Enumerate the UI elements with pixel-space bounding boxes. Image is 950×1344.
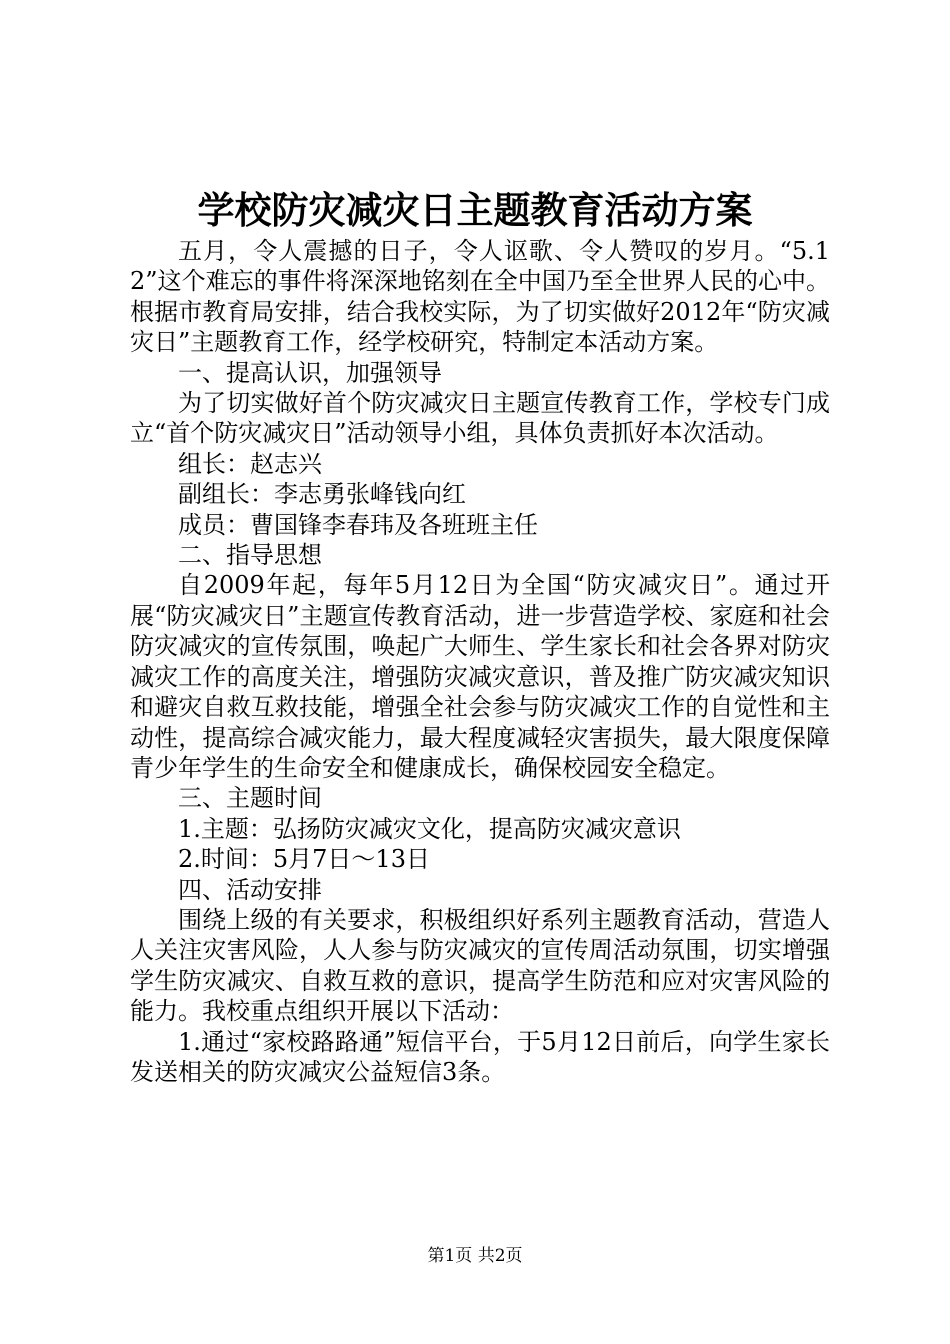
document-body <box>130 236 830 1087</box>
section-heading-3: 三、主题时间 <box>178 784 322 813</box>
time-line: 2.时间：5月7日～13日 <box>178 845 430 874</box>
page-number-footer: 第1页 共2页 <box>427 1246 523 1266</box>
section-heading-1: 一、提高认识，加强领导 <box>178 358 442 387</box>
members-line: 成员：曹国锋李春玮及各班班主任 <box>178 510 538 539</box>
deputy-leader-line: 副组长：李志勇张峰钱向红 <box>178 480 466 509</box>
group-leader-line: 组长：赵志兴 <box>178 449 322 478</box>
section-heading-4: 四、活动安排 <box>178 875 322 904</box>
activity-item-1: 1.通过“家校路路通”短信平台，于5月12日前后，向学生家长发送相关的防灾减灾公益短信3条。 <box>130 1027 830 1086</box>
section-2-paragraph: 自2009年起，每年5月12日为全国“防灾减灾日”。通过开展“防灾减灾日”主题宣传教育活动，进一步营造学校、家庭和社会防灾减灾的宣传氛围，唤起广大师生、学生家长和社会各界对防灾减灾工作的高度关注，增强防灾减灾意识，普及推广防灾减灾知识和避灾自救互救技能，增强全社会参与防灾减灾工作的自觉性和主动性，提高综合减灾能力，最大程度减轻灾害损失，最大限度保障青少年学生的生命安全和健康成长，确保校园安全稳定。 <box>130 571 830 782</box>
document-title: 学校防灾减灾日主题教育活动方案 <box>197 188 753 232</box>
section-4-paragraph: 围绕上级的有关要求，积极组织好系列主题教育活动，营造人人关注灾害风险，人人参与防灾减灾的宣传周活动氛围，切实增强学生防灾减灾、自救互救的意识，提高学生防范和应对灾害风险的能力。我校重点组织开展以下活动： <box>130 905 830 1026</box>
section-heading-2: 二、指导思想 <box>178 541 322 570</box>
intro-paragraph: 五月，令人震撼的日子，令人讴歌、令人赞叹的岁月。“5.12”这个难忘的事件将深深地铭刻在全中国乃至全世界人民的心中。根据市教育局安排，结合我校实际，为了切实做好2012年“防灾减灾日”主题教育工作，经学校研究，特制定本活动方案。 <box>130 237 830 357</box>
theme-line: 1.主题：弘扬防灾减灾文化，提高防灾减灾意识 <box>178 814 681 843</box>
section-1-paragraph: 为了切实做好首个防灾减灾日主题宣传教育工作，学校专门成立“首个防灾减灾日”活动领导小组，具体负责抓好本次活动。 <box>130 389 830 448</box>
